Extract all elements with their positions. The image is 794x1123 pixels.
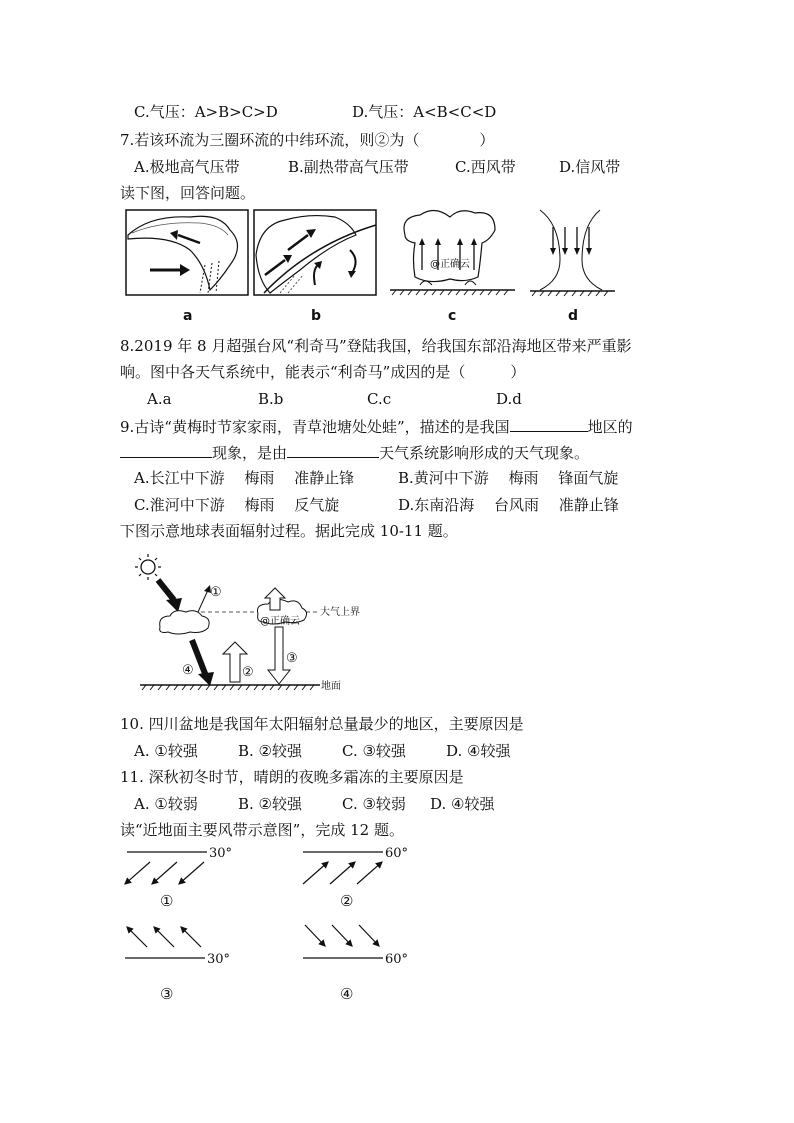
q9-stem-p2: 地区的 <box>587 418 633 436</box>
sun-icon <box>135 554 161 580</box>
q6-option-d: D.气压：A<B<C<D <box>352 103 497 121</box>
q9-option-c: C.淮河中下游 梅雨 反气旋 <box>134 496 340 514</box>
radiation-figure <box>130 552 370 692</box>
weather-label-b: b <box>311 308 322 324</box>
wind-panel-2 <box>303 846 408 910</box>
q8-option-c: C.c <box>367 390 392 408</box>
q7-option-b: B.副热带高气压带 <box>288 158 409 176</box>
weather-label-d: d <box>568 308 579 324</box>
wind-marker-1: ① <box>160 892 174 910</box>
weather-panel-b <box>254 210 376 295</box>
q9-blank-1[interactable] <box>510 415 588 432</box>
wind-marker-4: ④ <box>340 985 354 1003</box>
weather-panel-c <box>390 210 515 295</box>
q8-option-b: B.b <box>258 390 284 408</box>
weather-panel-d <box>530 210 615 296</box>
marker-3: ③ <box>286 651 298 666</box>
marker-2: ② <box>242 665 254 680</box>
q9-stem-line1 <box>120 415 633 437</box>
weather-watermark: @正确云 <box>430 259 470 270</box>
wind-belts-figure <box>115 842 425 1012</box>
q9-option-a: A.长江中下游 梅雨 准静止锋 <box>134 469 355 487</box>
wind-marker-2: ② <box>340 892 354 910</box>
q11-option-a: A. ①较弱 <box>134 795 198 813</box>
wind-latitude-2: 60° <box>385 846 409 861</box>
q10-option-a: A. ①较强 <box>134 742 198 760</box>
q10-option-d: D. ④较强 <box>446 742 511 760</box>
q8-option-a: A.a <box>147 390 172 408</box>
q10-option-b: B. ②较强 <box>238 742 303 760</box>
intro-weather: 读下图，回答问题。 <box>120 184 256 202</box>
ground-label: 地面 <box>321 681 341 692</box>
q7-option-d: D.信风带 <box>559 158 621 176</box>
wind-latitude-1: 30° <box>209 846 233 861</box>
marker-1: ① <box>210 585 222 600</box>
q9-option-d: D.东南沿海 台风雨 准静止锋 <box>398 496 619 514</box>
marker-4: ④ <box>182 663 194 678</box>
q11-stem: 11. 深秋初冬时节，晴朗的夜晚多霜冻的主要原因是 <box>120 768 464 786</box>
q9-option-b: B.黄河中下游 梅雨 锋面气旋 <box>398 469 619 487</box>
q9-stem-p1: 9.古诗“黄梅时节家家雨，青草池塘处处蛙”，描述的是我国 <box>120 418 510 436</box>
wind-panel-3 <box>125 927 230 1003</box>
wind-latitude-3: 30° <box>207 952 231 967</box>
weather-systems-figure <box>120 205 640 305</box>
wind-panel-4 <box>303 925 408 1003</box>
q7-option-c: C.西风带 <box>455 158 516 176</box>
q7-option-a: A.极地高气压带 <box>134 158 240 176</box>
q11-option-d: D. ④较强 <box>430 795 495 813</box>
radiation-watermark: @正确云 <box>260 616 300 627</box>
q11-option-b: B. ②较强 <box>238 795 303 813</box>
intro-radiation: 下图示意地球表面辐射过程。据此完成 10-11 题。 <box>120 522 458 540</box>
q7-stem: 7.若该环流为三圈环流的中纬环流，则②为（ ） <box>120 131 495 149</box>
q8-option-d: D.d <box>496 390 522 408</box>
wind-marker-3: ③ <box>160 985 174 1003</box>
wind-panel-1 <box>125 846 232 910</box>
wind-latitude-4: 60° <box>385 952 409 967</box>
weather-panel-a <box>126 210 248 295</box>
q10-stem: 10. 四川盆地是我国年太阳辐射总量最少的地区，主要原因是 <box>120 715 524 733</box>
q8-stem-line1: 8.2019 年 8 月超强台风“利奇马”登陆我国，给我国东部沿海地区带来严重影 <box>120 337 632 355</box>
atmosphere-top-label: 大气上界 <box>320 607 360 618</box>
q9-stem-line2 <box>120 441 589 463</box>
q6-option-c: C.气压：A>B>C>D <box>134 103 278 121</box>
intro-wind: 读“近地面主要风带示意图”，完成 12 题。 <box>120 821 404 839</box>
q9-blank-2[interactable] <box>120 441 212 458</box>
weather-label-a: a <box>183 308 193 324</box>
q9-stem-p3: 现象，是由 <box>212 444 288 462</box>
q9-stem-p4: 天气系统影响形成的天气现象。 <box>379 444 590 462</box>
q9-blank-3[interactable] <box>287 441 379 458</box>
q10-option-c: C. ③较强 <box>342 742 406 760</box>
q8-stem-line2: 响。图中各天气系统中，能表示“利奇马”成因的是（ ） <box>120 363 526 381</box>
weather-label-c: c <box>448 308 457 324</box>
q11-option-c: C. ③较弱 <box>342 795 406 813</box>
